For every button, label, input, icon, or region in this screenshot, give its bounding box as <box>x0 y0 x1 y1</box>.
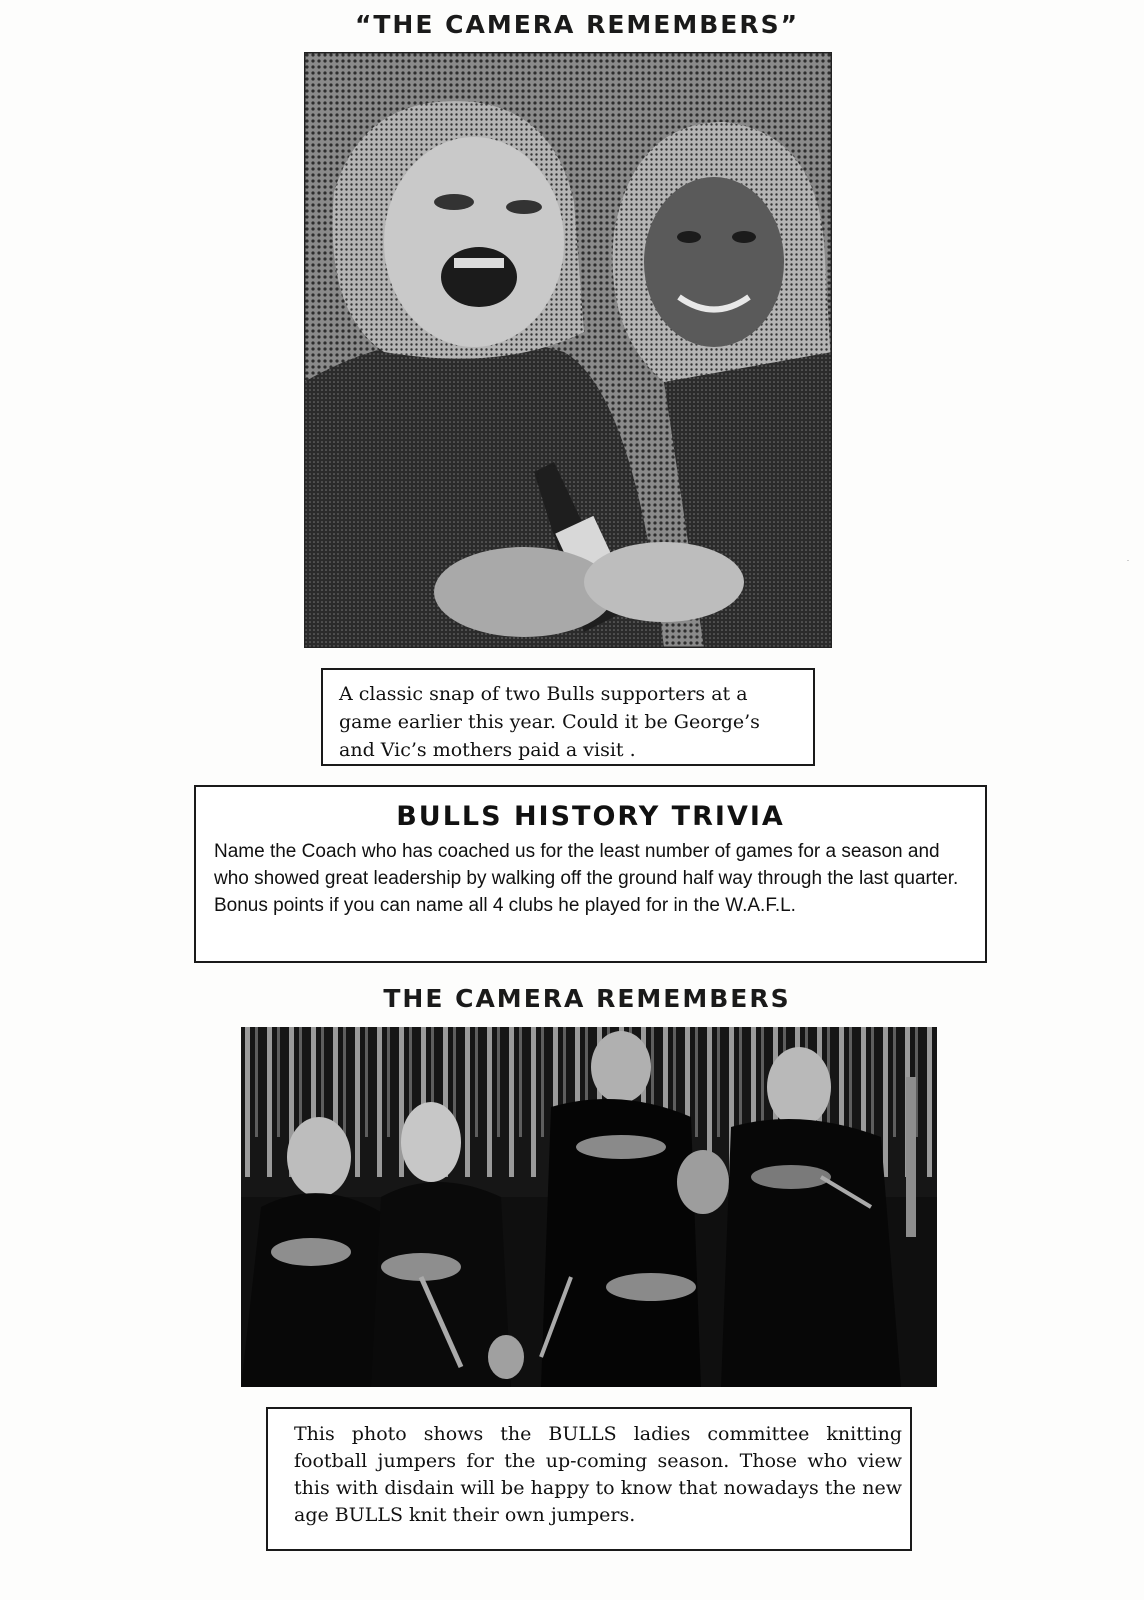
top-caption-box <box>321 668 815 766</box>
top-caption-text: A classic snap of two Bulls supporters at a game earlier this year. Could it be George’s and Vic’s mothers paid a visit . <box>339 683 760 761</box>
trivia-text: Name the Coach who has coached us for the least number of games for a season and who showed great leadership by walking off the ground half way through the last quarter. Bonus points if you can name all 4 clubs he played for in the W.A.F.L. <box>214 841 959 916</box>
bottom-caption-box <box>266 1407 912 1551</box>
photo-ladies-knitting-icon <box>241 1027 937 1387</box>
bottom-photo <box>241 1027 937 1387</box>
bottom-caption-text: This photo shows the BULLS ladies committee knitting football jumpers for the up-coming season. Those who view this with disdain will be happy to know that nowadays the new age BULLS knit their own jumpers. <box>294 1423 902 1526</box>
photo-two-laughing-women-icon <box>304 52 832 648</box>
top-photo <box>304 52 832 648</box>
trivia-title: BULLS HISTORY TRIVIA <box>396 801 785 832</box>
trivia-box <box>194 785 987 963</box>
scan-fleck <box>1127 560 1129 561</box>
bottom-heading: THE CAMERA REMEMBERS <box>383 984 791 1013</box>
top-heading: “THE CAMERA REMEMBERS” <box>354 10 800 39</box>
